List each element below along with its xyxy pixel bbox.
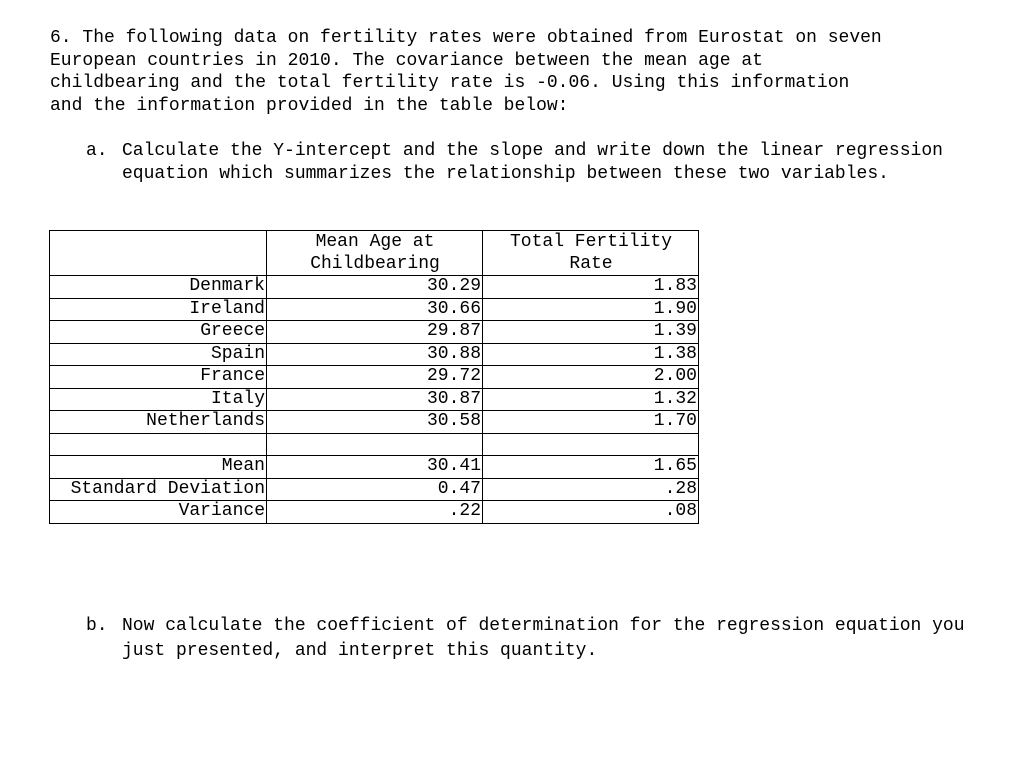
table-row <box>50 321 699 344</box>
tfr-cell: 1.32 <box>483 388 699 411</box>
summary-row-sd <box>50 478 699 501</box>
summary-age-cell: 30.41 <box>267 456 483 479</box>
spacer-cell <box>483 433 699 456</box>
summary-tfr-cell: .28 <box>483 478 699 501</box>
age-cell: 30.87 <box>267 388 483 411</box>
tfr-cell: 1.90 <box>483 298 699 321</box>
table-row <box>50 411 699 434</box>
tfr-cell: 1.70 <box>483 411 699 434</box>
country-cell: Italy <box>50 388 267 411</box>
table-row <box>50 276 699 299</box>
age-cell: 30.88 <box>267 343 483 366</box>
summary-label-cell: Mean <box>50 456 267 479</box>
part-b-text: Now calculate the coefficient of determination for the regression equation you just presented, and interpret this quantity. <box>122 616 965 661</box>
country-cell: Ireland <box>50 298 267 321</box>
age-cell: 29.87 <box>267 321 483 344</box>
country-cell: Denmark <box>50 276 267 299</box>
summary-row-variance <box>50 501 699 524</box>
summary-tfr-cell: 1.65 <box>483 456 699 479</box>
summary-tfr-cell: .08 <box>483 501 699 524</box>
tfr-cell: 1.83 <box>483 276 699 299</box>
age-cell: 29.72 <box>267 366 483 389</box>
country-cell: France <box>50 366 267 389</box>
country-cell: Greece <box>50 321 267 344</box>
tfr-cell: 2.00 <box>483 366 699 389</box>
spacer-cell <box>267 433 483 456</box>
country-cell: Spain <box>50 343 267 366</box>
header-total-fertility-rate: Total Fertility Rate <box>483 231 699 276</box>
age-cell: 30.29 <box>267 276 483 299</box>
summary-age-cell: 0.47 <box>267 478 483 501</box>
part-a <box>86 140 986 185</box>
question-intro: 6. The following data on fertility rates were obtained from Eurostat on seven European countries in 2010. The covariance between the mean age at childbearing and the total fertility rate is -0.06. Using this information and the information provided in the table below: <box>50 28 882 116</box>
part-b-marker: b. <box>86 616 108 636</box>
spacer-cell <box>50 433 267 456</box>
table-row <box>50 388 699 411</box>
summary-label-cell: Standard Deviation <box>50 478 267 501</box>
header-mean-age: Mean Age at Childbearing <box>267 231 483 276</box>
age-cell: 30.58 <box>267 411 483 434</box>
table-row <box>50 343 699 366</box>
age-cell: 30.66 <box>267 298 483 321</box>
header-country <box>50 231 267 276</box>
part-a-text: Calculate the Y-intercept and the slope and write down the linear regression equation which summarizes the relationship between these two variables. <box>122 141 943 184</box>
summary-row-mean <box>50 456 699 479</box>
table-header-row <box>50 231 699 276</box>
summary-label-cell: Variance <box>50 501 267 524</box>
table-spacer-row <box>50 433 699 456</box>
summary-age-cell: .22 <box>267 501 483 524</box>
country-cell: Netherlands <box>50 411 267 434</box>
table-row <box>50 298 699 321</box>
tfr-cell: 1.39 <box>483 321 699 344</box>
part-a-marker: a. <box>86 141 108 161</box>
table-row <box>50 366 699 389</box>
part-b <box>86 614 986 663</box>
tfr-cell: 1.38 <box>483 343 699 366</box>
fertility-table <box>49 230 699 524</box>
